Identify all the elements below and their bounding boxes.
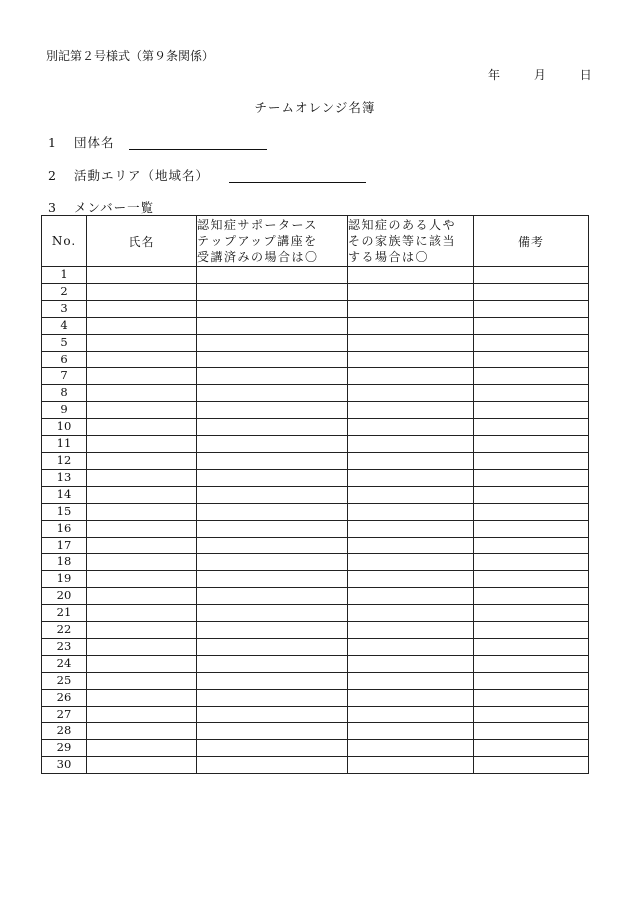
name-cell[interactable] (87, 317, 197, 334)
row-number: 13 (42, 469, 87, 486)
row-number: 24 (42, 655, 87, 672)
row-number: 5 (42, 334, 87, 351)
name-cell[interactable] (87, 351, 197, 368)
supporter-course-cell[interactable] (197, 503, 348, 520)
date-month-label: 月 (533, 68, 546, 82)
remarks-cell[interactable] (474, 537, 589, 554)
row-number: 2 (42, 283, 87, 300)
table-row (42, 402, 589, 419)
name-cell[interactable] (87, 554, 197, 571)
supporter-course-cell[interactable] (197, 368, 348, 385)
dementia-family-cell[interactable] (348, 402, 474, 419)
dementia-family-cell[interactable] (348, 385, 474, 402)
row-number: 20 (42, 588, 87, 605)
table-row (42, 503, 589, 520)
dementia-family-cell[interactable] (348, 638, 474, 655)
supporter-course-cell[interactable] (197, 554, 348, 571)
name-cell[interactable] (87, 469, 197, 486)
row-number: 3 (42, 300, 87, 317)
row-number: 19 (42, 571, 87, 588)
name-cell[interactable] (87, 368, 197, 385)
header-remarks: 備考 (474, 216, 589, 267)
row-number: 21 (42, 605, 87, 622)
header-line: その家族等に該当 (348, 234, 457, 248)
dementia-family-cell[interactable] (348, 723, 474, 740)
remarks-cell[interactable] (474, 351, 589, 368)
header-no: No. (42, 216, 87, 267)
table-row (42, 655, 589, 672)
remarks-cell[interactable] (474, 757, 589, 774)
dementia-family-cell[interactable] (348, 452, 474, 469)
header-line: 認知症サポータース (197, 218, 318, 232)
header-line: する場合は〇 (348, 250, 430, 264)
name-cell[interactable] (87, 706, 197, 723)
supporter-course-cell[interactable] (197, 419, 348, 436)
supporter-course-cell[interactable] (197, 537, 348, 554)
row-number: 16 (42, 520, 87, 537)
table-row (42, 520, 589, 537)
dementia-family-cell[interactable] (348, 622, 474, 639)
remarks-cell[interactable] (474, 672, 589, 689)
table-row (42, 283, 589, 300)
row-number: 25 (42, 672, 87, 689)
table-row (42, 300, 589, 317)
supporter-course-cell[interactable] (197, 267, 348, 284)
supporter-course-cell[interactable] (197, 520, 348, 537)
row-number: 9 (42, 402, 87, 419)
dementia-family-cell[interactable] (348, 655, 474, 672)
dementia-family-cell[interactable] (348, 740, 474, 757)
remarks-cell[interactable] (474, 334, 589, 351)
name-cell[interactable] (87, 723, 197, 740)
table-row (42, 436, 589, 453)
name-cell[interactable] (87, 436, 197, 453)
row-number: 29 (42, 740, 87, 757)
supporter-course-cell[interactable] (197, 452, 348, 469)
remarks-cell[interactable] (474, 622, 589, 639)
dementia-family-cell[interactable] (348, 757, 474, 774)
table-row (42, 588, 589, 605)
name-cell[interactable] (87, 267, 197, 284)
remarks-cell[interactable] (474, 638, 589, 655)
supporter-course-cell[interactable] (197, 486, 348, 503)
name-cell[interactable] (87, 757, 197, 774)
supporter-course-cell[interactable] (197, 300, 348, 317)
remarks-cell[interactable] (474, 368, 589, 385)
name-cell[interactable] (87, 537, 197, 554)
name-cell[interactable] (87, 740, 197, 757)
name-cell[interactable] (87, 486, 197, 503)
name-cell[interactable] (87, 638, 197, 655)
name-cell[interactable] (87, 588, 197, 605)
table-row (42, 672, 589, 689)
table-row (42, 689, 589, 706)
supporter-course-cell[interactable] (197, 723, 348, 740)
row-number: 6 (42, 351, 87, 368)
dementia-family-cell[interactable] (348, 503, 474, 520)
section-number: 2 (48, 168, 57, 183)
supporter-course-cell[interactable] (197, 740, 348, 757)
supporter-course-cell[interactable] (197, 638, 348, 655)
dementia-family-cell[interactable] (348, 267, 474, 284)
section-number: 3 (48, 200, 57, 215)
dementia-family-cell[interactable] (348, 672, 474, 689)
header-line: 受講済みの場合は〇 (197, 250, 319, 264)
table-row (42, 452, 589, 469)
row-number: 14 (42, 486, 87, 503)
name-cell[interactable] (87, 385, 197, 402)
dementia-family-cell[interactable] (348, 486, 474, 503)
document-title: チームオレンジ名簿 (254, 100, 376, 115)
remarks-cell[interactable] (474, 452, 589, 469)
supporter-course-cell[interactable] (197, 571, 348, 588)
remarks-cell[interactable] (474, 588, 589, 605)
remarks-cell[interactable] (474, 605, 589, 622)
row-number: 17 (42, 537, 87, 554)
row-number: 22 (42, 622, 87, 639)
header-name: 氏名 (87, 216, 197, 267)
dementia-family-cell[interactable] (348, 283, 474, 300)
table-row (42, 757, 589, 774)
name-cell[interactable] (87, 334, 197, 351)
section-group-name (48, 133, 267, 151)
name-cell[interactable] (87, 520, 197, 537)
name-cell[interactable] (87, 402, 197, 419)
dementia-family-cell[interactable] (348, 706, 474, 723)
remarks-cell[interactable] (474, 554, 589, 571)
member-table (41, 215, 589, 774)
activity-area-field[interactable] (229, 168, 366, 183)
table-row (42, 622, 589, 639)
section-number: 1 (48, 135, 57, 150)
row-number: 15 (42, 503, 87, 520)
dementia-family-cell[interactable] (348, 571, 474, 588)
table-row (42, 554, 589, 571)
supporter-course-cell[interactable] (197, 757, 348, 774)
row-number: 1 (42, 267, 87, 284)
supporter-course-cell[interactable] (197, 588, 348, 605)
supporter-course-cell[interactable] (197, 351, 348, 368)
section-member-list (48, 198, 154, 216)
supporter-course-cell[interactable] (197, 385, 348, 402)
supporter-course-cell[interactable] (197, 706, 348, 723)
remarks-cell[interactable] (474, 706, 589, 723)
table-row (42, 723, 589, 740)
form-number-label: 別記第２号様式（第９条関係） (46, 49, 215, 63)
remarks-cell[interactable] (474, 520, 589, 537)
name-cell[interactable] (87, 571, 197, 588)
remarks-cell[interactable] (474, 283, 589, 300)
name-cell[interactable] (87, 452, 197, 469)
name-cell[interactable] (87, 689, 197, 706)
header-supporter-course (197, 216, 348, 267)
row-number: 10 (42, 419, 87, 436)
table-row (42, 368, 589, 385)
group-name-field[interactable] (129, 135, 267, 150)
table-header-row (42, 216, 589, 267)
supporter-course-cell[interactable] (197, 605, 348, 622)
remarks-cell[interactable] (474, 723, 589, 740)
dementia-family-cell[interactable] (348, 689, 474, 706)
remarks-cell[interactable] (474, 317, 589, 334)
table-row (42, 419, 589, 436)
dementia-family-cell[interactable] (348, 419, 474, 436)
supporter-course-cell[interactable] (197, 655, 348, 672)
supporter-course-cell[interactable] (197, 317, 348, 334)
name-cell[interactable] (87, 300, 197, 317)
supporter-course-cell[interactable] (197, 469, 348, 486)
dementia-family-cell[interactable] (348, 351, 474, 368)
table-row (42, 638, 589, 655)
row-number: 23 (42, 638, 87, 655)
header-dementia-family (348, 216, 474, 267)
name-cell[interactable] (87, 655, 197, 672)
dementia-family-cell[interactable] (348, 469, 474, 486)
dementia-family-cell[interactable] (348, 317, 474, 334)
row-number: 8 (42, 385, 87, 402)
remarks-cell[interactable] (474, 486, 589, 503)
name-cell[interactable] (87, 622, 197, 639)
remarks-cell[interactable] (474, 571, 589, 588)
date-fields (488, 66, 592, 83)
date-year-label: 年 (488, 68, 501, 82)
row-number: 7 (42, 368, 87, 385)
dementia-family-cell[interactable] (348, 554, 474, 571)
supporter-course-cell[interactable] (197, 672, 348, 689)
supporter-course-cell[interactable] (197, 622, 348, 639)
dementia-family-cell[interactable] (348, 436, 474, 453)
remarks-cell[interactable] (474, 740, 589, 757)
remarks-cell[interactable] (474, 469, 589, 486)
table-row (42, 605, 589, 622)
dementia-family-cell[interactable] (348, 520, 474, 537)
remarks-cell[interactable] (474, 689, 589, 706)
name-cell[interactable] (87, 419, 197, 436)
section-activity-area (48, 166, 366, 184)
section-label: メンバー一覧 (74, 200, 155, 215)
section-label: 団体名 (74, 135, 115, 150)
supporter-course-cell[interactable] (197, 334, 348, 351)
supporter-course-cell[interactable] (197, 689, 348, 706)
row-number: 27 (42, 706, 87, 723)
name-cell[interactable] (87, 283, 197, 300)
supporter-course-cell[interactable] (197, 436, 348, 453)
table-row (42, 537, 589, 554)
dementia-family-cell[interactable] (348, 537, 474, 554)
remarks-cell[interactable] (474, 419, 589, 436)
table-row (42, 740, 589, 757)
table-row (42, 334, 589, 351)
row-number: 30 (42, 757, 87, 774)
remarks-cell[interactable] (474, 655, 589, 672)
table-row (42, 267, 589, 284)
table-row (42, 317, 589, 334)
supporter-course-cell[interactable] (197, 283, 348, 300)
dementia-family-cell[interactable] (348, 588, 474, 605)
remarks-cell[interactable] (474, 385, 589, 402)
table-row (42, 469, 589, 486)
table-row (42, 486, 589, 503)
date-day-label: 日 (579, 68, 592, 82)
header-line: テップアップ講座を (197, 234, 318, 248)
name-cell[interactable] (87, 672, 197, 689)
table-row (42, 351, 589, 368)
remarks-cell[interactable] (474, 267, 589, 284)
table-row (42, 571, 589, 588)
row-number: 12 (42, 452, 87, 469)
remarks-cell[interactable] (474, 436, 589, 453)
row-number: 28 (42, 723, 87, 740)
name-cell[interactable] (87, 503, 197, 520)
dementia-family-cell[interactable] (348, 368, 474, 385)
name-cell[interactable] (87, 605, 197, 622)
supporter-course-cell[interactable] (197, 402, 348, 419)
table-row (42, 706, 589, 723)
section-label: 活動エリア（地域名） (74, 168, 210, 183)
dementia-family-cell[interactable] (348, 300, 474, 317)
header-line: 認知症のある人や (348, 218, 457, 232)
table-row (42, 385, 589, 402)
row-number: 4 (42, 317, 87, 334)
row-number: 26 (42, 689, 87, 706)
remarks-cell[interactable] (474, 402, 589, 419)
row-number: 11 (42, 436, 87, 453)
remarks-cell[interactable] (474, 503, 589, 520)
dementia-family-cell[interactable] (348, 605, 474, 622)
row-number: 18 (42, 554, 87, 571)
remarks-cell[interactable] (474, 300, 589, 317)
dementia-family-cell[interactable] (348, 334, 474, 351)
